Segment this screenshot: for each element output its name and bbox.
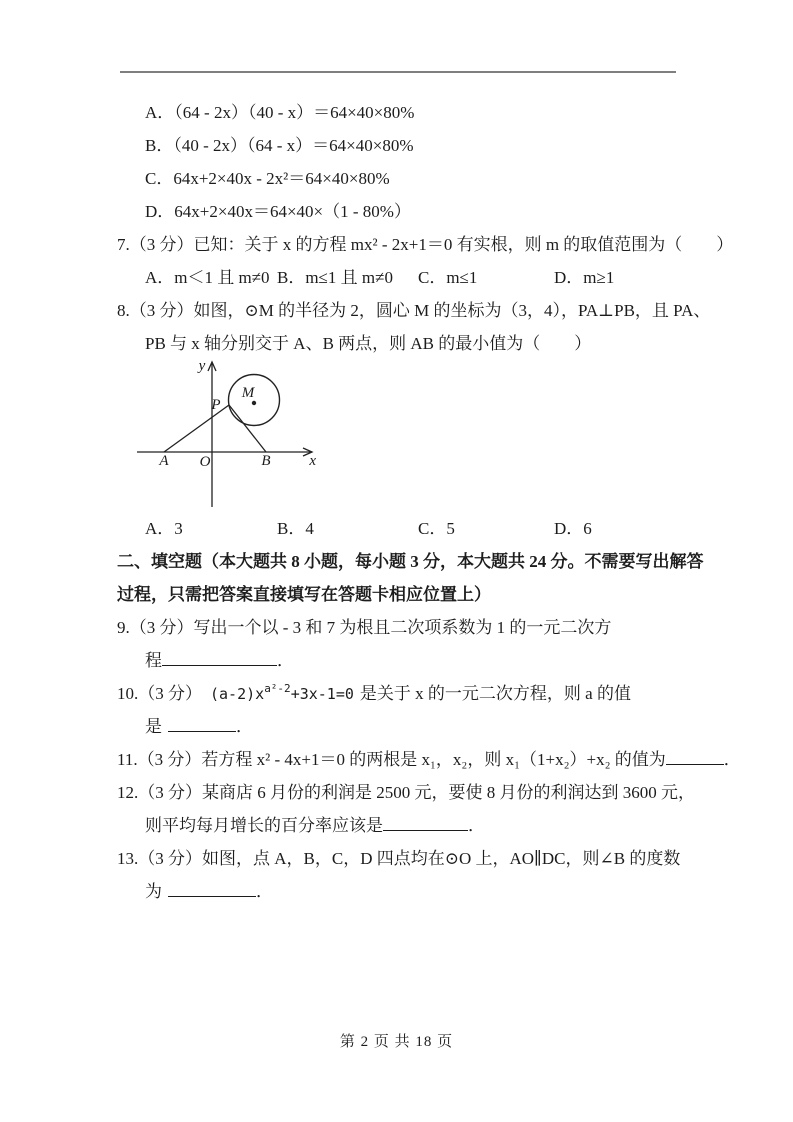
stem-text: 13.（3 分）如图，点 A，B，C，D 四点均在⊙O 上，AO∥DC，则∠B 的度数 — [117, 849, 681, 868]
stem-text: ． — [468, 816, 485, 835]
stem-text: 7.（3 分）已知：关于 x 的方程 mx² - 2x+1＝0 有实根，则 m 的取值范围为（ ） — [117, 235, 734, 254]
question-12-stem-line2 — [117, 809, 679, 842]
stem-text: 12.（3 分）某商店 6 月份的利润是 2500 元，要使 8 月份的利润达到 3600 元， — [117, 783, 695, 802]
stem-text: 为 — [145, 882, 162, 901]
question-9-stem-line1 — [117, 611, 679, 644]
stem-text: 程 — [145, 651, 162, 670]
question-7-option-b: B．m≤1 且 m≠0 — [277, 268, 393, 287]
question-8-option-c: C．5 — [418, 519, 455, 538]
stem-text: 11.（3 分）若方程 x² - 4x+1＝0 的两根是 x₁，x₂，则 x₁（1+x₂）+x₂ 的值为 — [117, 750, 666, 769]
formula-rest: +3x-1=0 — [290, 685, 354, 703]
option-text: B．（40 - 2x）（64 - x）＝64×40×80% — [145, 136, 414, 155]
stem-text: ． — [256, 882, 273, 901]
question-8-option-a: A．3 — [145, 519, 183, 538]
figure-label-m: M — [241, 385, 255, 401]
stem-text: ． — [723, 750, 741, 769]
stem-text: PB 与 x 轴分别交于 A、B 两点，则 AB 的最小值为（ ） — [145, 334, 592, 353]
question-8-figure — [135, 358, 679, 510]
stem-text: 9.（3 分）写出一个以 - 3 和 7 为根且二次项系数为 1 的一元二次方 — [117, 618, 612, 637]
page-content — [117, 96, 741, 908]
stem-text: 是关于 x 的一元二次方程，则 a 的值 — [359, 684, 631, 703]
answer-blank — [666, 749, 724, 765]
stem-text: 则平均每月增长的百分率应该是 — [145, 816, 383, 835]
question-11-stem — [117, 743, 741, 776]
question-13-stem-line2 — [117, 875, 679, 908]
question-10-stem-line1 — [117, 677, 679, 710]
page-footer — [0, 1030, 793, 1051]
figure-line-pb — [229, 405, 266, 452]
question-7-options — [117, 261, 679, 294]
heading-text: 过程，只需把答案直接填写在答题卡相应位置上） — [117, 585, 491, 604]
question-7-option-a: A．m＜1 且 m≠0 — [145, 268, 270, 287]
question-6-option-a — [117, 96, 679, 129]
question-7-option-d: D．m≥1 — [554, 268, 615, 287]
answer-blank — [168, 881, 256, 897]
question-8-option-b: B．4 — [277, 519, 314, 538]
question-7-stem — [117, 228, 734, 261]
answer-blank — [162, 650, 277, 666]
answer-blank — [168, 716, 236, 732]
figure-label-x: x — [309, 453, 316, 469]
question-8-stem-line2 — [117, 327, 679, 360]
heading-text: 二、填空题（本大题共 8 小题，每小题 3 分，本大题共 24 分。不需要写出解答 — [117, 552, 704, 571]
question-10-stem-line2 — [117, 710, 679, 743]
figure-label-o: O — [199, 454, 211, 470]
question-6-option-c — [117, 162, 679, 195]
stem-text: ． — [236, 717, 253, 736]
stem-text: 10.（3 分） — [117, 684, 202, 703]
question-8-stem-line1 — [117, 294, 711, 327]
question-8-option-d: D．6 — [554, 519, 592, 538]
section-2-heading-line1 — [117, 545, 704, 578]
question-6-option-b — [117, 129, 679, 162]
figure-center-m-dot — [252, 401, 256, 405]
answer-blank — [383, 815, 468, 831]
header-rule — [120, 71, 676, 73]
figure-label-p: P — [211, 397, 221, 413]
stem-text: 8.（3 分）如图，⊙M 的半径为 2，圆心 M 的坐标为（3，4），PA⊥PB，且 PA、 — [117, 301, 711, 320]
question-13-stem-line1 — [117, 842, 679, 875]
question-6-option-d — [117, 195, 679, 228]
question-8-options — [117, 512, 679, 545]
option-text: C．64x+2×40x - 2x²＝64×40×80% — [145, 169, 390, 188]
stem-text: ． — [277, 651, 294, 670]
figure-label-y: y — [198, 358, 206, 374]
figure-label-b: B — [261, 453, 271, 469]
question-7-option-c: C．m≤1 — [418, 268, 478, 287]
section-2-heading-line2 — [117, 578, 679, 611]
stem-text: 是 — [145, 717, 162, 736]
page-indicator: 第 2 页 共 18 页 — [339, 1034, 454, 1050]
question-10-formula — [210, 682, 354, 703]
formula-superscript: a²-2 — [264, 682, 291, 695]
formula-base: (a-2)x — [210, 685, 265, 703]
question-12-stem-line1 — [117, 776, 695, 809]
question-9-stem-line2 — [117, 644, 679, 677]
option-text: A．（64 - 2x）（40 - x）＝64×40×80% — [145, 103, 415, 122]
option-text: D．64x+2×40x＝64×40×（1 - 80%） — [145, 202, 411, 221]
figure-label-a: A — [159, 453, 169, 469]
